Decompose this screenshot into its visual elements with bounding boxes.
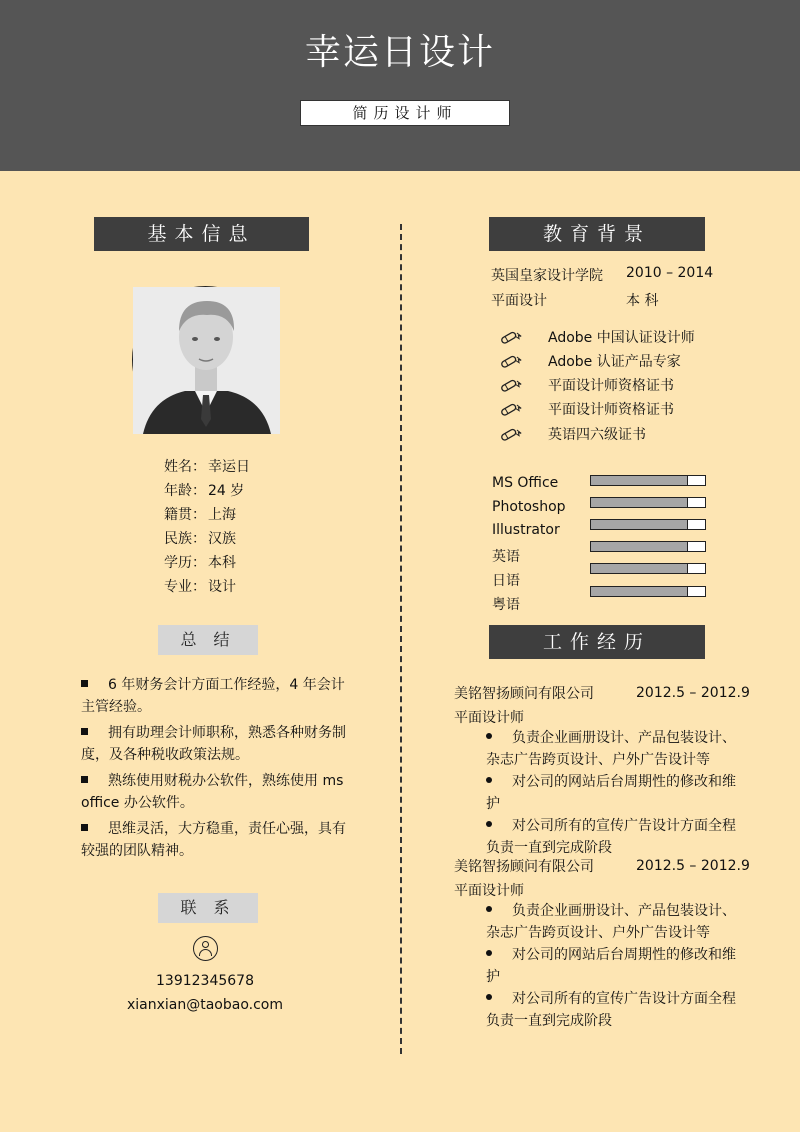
bullet-dot-icon [486,994,492,1000]
certificate-item [499,424,646,444]
info-value: 汉族 [208,531,236,547]
skill-level-bar [590,519,706,530]
work-company: 美铭智扬顾问有限公司 [454,859,594,875]
work-entry [454,683,754,856]
work-duty [486,771,746,815]
skills-clip [0,470,800,613]
skill-name: MS Office [492,475,559,491]
bullet-dot-icon [486,777,492,783]
education-degree: 本 科 [626,293,659,309]
skill-level-fill [591,587,688,596]
skill-level-bar [590,586,706,597]
info-value: 上海 [208,507,236,523]
certificate-name: Adobe 中国认证设计师 [548,330,695,346]
certificate-item [499,327,695,347]
info-value: 设计 [208,579,236,595]
summary-text: 6 年财务会计方面工作经验，4 年会计主管经验。 [81,677,345,715]
education-school: 英国皇家设计学院 [491,268,603,284]
skill-name: Illustrator [492,522,560,539]
summary-text: 思维灵活，大方稳重，责任心强，具有较强的团队精神。 [81,821,346,859]
info-label: 籍贯： [164,507,206,523]
header-banner [0,0,800,171]
summary-item [81,770,351,814]
resume-title: 幸运日设计 [304,32,495,73]
certificate-item [499,351,681,371]
profile-photo [132,286,279,433]
square-bullet-icon [81,824,88,831]
work-duty [486,988,746,1032]
certificate-item [499,375,674,395]
square-bullet-icon [81,728,88,735]
work-duty [486,815,746,859]
work-role: 平面设计师 [454,710,524,726]
skill-name: Photoshop [492,498,566,515]
person-portrait-icon [133,287,280,434]
work-duty-text: 负责企业画册设计、产品包装设计、杂志广告跨页设计、户外广告设计等 [486,903,736,941]
certificate-item [499,399,674,419]
work-entry [454,856,754,1029]
work-heading: 工作经历 [489,625,705,659]
certificate-name: 平面设计师资格证书 [548,402,674,418]
certificate-name: Adobe 认证产品专家 [548,354,681,370]
work-role: 平面设计师 [454,883,524,899]
contact-email[interactable]: xianxian@taobao.com [126,997,284,1013]
education-major: 平面设计 [491,293,547,309]
diploma-icon [499,354,521,368]
work-duty [486,944,746,988]
work-duties-clip [454,727,754,856]
work-duty [486,900,746,944]
info-value: 本科 [208,555,236,571]
summary-text: 拥有助理会计师职称，熟悉各种财务制度，及各种税收政策法规。 [81,725,346,763]
info-label: 民族： [164,531,206,547]
skill-level-bar [590,563,706,574]
skill-level-bar [590,541,706,552]
skill-level-fill [591,476,688,485]
work-duty [486,727,746,771]
work-duty-text: 负责企业画册设计、产品包装设计、杂志广告跨页设计、户外广告设计等 [486,730,736,768]
skill-name: 粤语 [492,596,520,613]
education-heading: 教育背景 [489,217,705,251]
basic-info-heading: 基本信息 [94,217,309,251]
contact-phone: 13912345678 [156,973,254,989]
bullet-dot-icon [486,906,492,912]
education-years: 2010 – 2014 [626,265,714,281]
work-dates: 2012.5 – 2012.9 [636,858,750,874]
work-dates: 2012.5 – 2012.9 [636,685,750,701]
work-duty-text: 对公司所有的宣传广告设计方面全程负责一直到完成阶段 [486,818,736,856]
diploma-icon [499,378,521,392]
certificate-name: 平面设计师资格证书 [548,378,674,394]
square-bullet-icon [81,776,88,783]
summary-item [81,818,351,862]
skill-level-fill [591,498,688,507]
info-value: 幸运日 [208,459,250,475]
info-label: 专业： [164,579,206,595]
bullet-dot-icon [486,821,492,827]
person-icon [193,936,218,961]
work-duty-text: 对公司的网站后台周期性的修改和维护 [486,947,736,985]
work-duty-text: 对公司所有的宣传广告设计方面全程负责一直到完成阶段 [486,991,736,1029]
skill-name: 英语 [492,549,520,566]
skill-level-fill [591,564,688,573]
info-value: 24 岁 [208,483,245,499]
diploma-icon [499,330,521,344]
info-label: 年龄： [164,483,206,499]
skill-level-fill [591,542,688,551]
summary-text: 熟练使用财税办公软件，熟练使用 ms office 办公软件。 [81,773,344,811]
square-bullet-icon [81,680,88,687]
work-duty-text: 对公司的网站后台周期性的修改和维护 [486,774,736,812]
diploma-icon [499,402,521,416]
summary-item [81,722,351,766]
summary-heading: 总 结 [158,625,258,655]
resume-subtitle: 简历设计师 [300,100,510,126]
summary-item [81,674,351,718]
contact-heading: 联 系 [158,893,258,923]
certificate-name: 英语四六级证书 [548,427,646,443]
work-duties-clip [454,900,754,1029]
bullet-dot-icon [486,950,492,956]
info-label: 姓名： [164,459,206,475]
skill-level-bar [590,497,706,508]
skill-level-fill [591,520,688,529]
skill-level-bar [590,475,706,486]
info-label: 学历： [164,555,206,571]
bullet-dot-icon [486,733,492,739]
column-divider [400,224,402,1054]
skill-name: 日语 [492,572,520,589]
diploma-icon [499,427,521,441]
work-company: 美铭智扬顾问有限公司 [454,686,594,702]
